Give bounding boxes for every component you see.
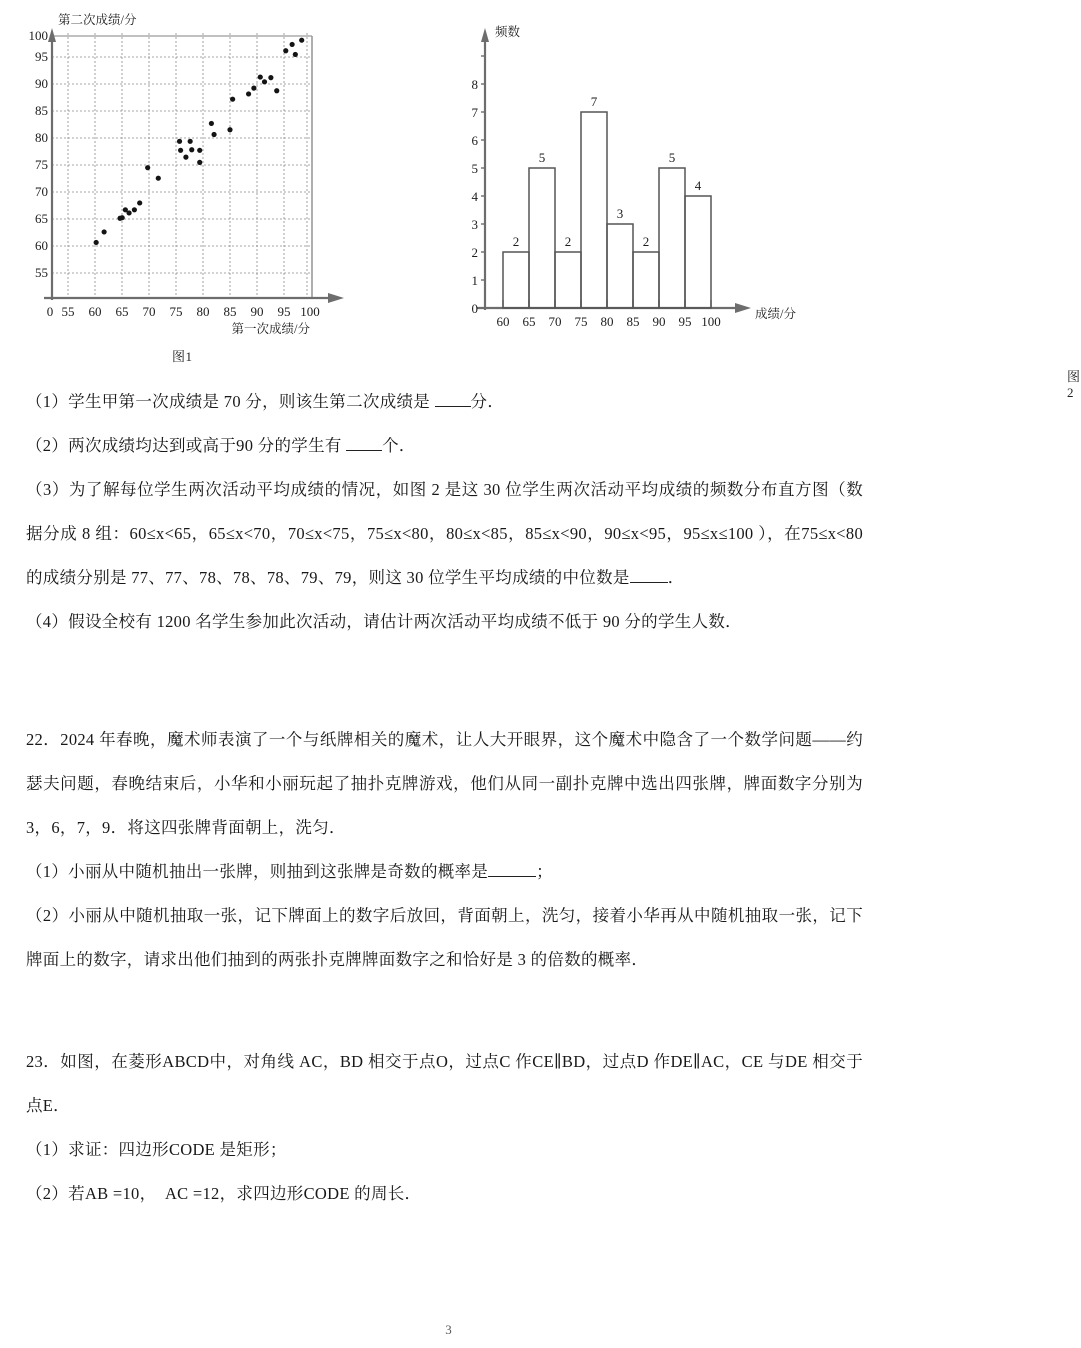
figures-row: [0, 0, 1081, 400]
q22-1-text-a: （1）小丽从中随机抽出一张牌，则抽到这张牌是奇数的概率是: [26, 862, 489, 881]
histogram-bar: [659, 168, 685, 308]
histogram-x-axis-title: 成绩/分: [755, 307, 796, 321]
question-23-part2: （2）若AB =10， AC =12，求四边形CODE 的周长．: [26, 1184, 422, 1203]
figure1-caption: 图1: [172, 349, 193, 364]
question-23-part1: （1）求证：四边形CODE 是矩形；: [26, 1140, 287, 1159]
svg-text:8: 8: [471, 77, 478, 92]
svg-text:7: 7: [471, 105, 478, 120]
scatter-point: [189, 147, 194, 152]
q21-1-text-a: （1）学生甲第一次成绩是 70 分，则该生第二次成绩是: [26, 392, 435, 411]
scatter-x-ticklabels: [47, 304, 320, 319]
histogram-bar-value-label: 4: [694, 178, 702, 193]
q21-3-text-b: ．: [667, 568, 685, 587]
scatter-point: [197, 160, 202, 165]
q21-1-text-b: 分．: [470, 392, 505, 411]
scatter-point: [283, 48, 288, 53]
histogram-svg: [455, 18, 815, 348]
svg-text:100: 100: [300, 304, 320, 319]
histogram-x-tick-label: 80: [600, 314, 614, 329]
scatter-point: [211, 132, 216, 137]
scatter-plot-svg: [22, 8, 352, 338]
histogram-x-tick-label: 90: [652, 314, 666, 329]
svg-text:3: 3: [471, 217, 478, 232]
q21-2-text-a: （2）两次成绩均达到或高于90 分的学生有: [26, 436, 347, 455]
histogram-figure: [455, 18, 1081, 400]
svg-text:55: 55: [35, 265, 48, 280]
question-21-part3: [0, 468, 897, 600]
scatter-point: [183, 155, 188, 160]
scatter-point: [209, 121, 214, 126]
scatter-frame: [52, 36, 312, 298]
q21-2-text-b: 个．: [382, 436, 416, 455]
q22-1-answer-blank[interactable]: [488, 876, 536, 877]
histogram-bar: [633, 252, 659, 308]
svg-text:60: 60: [35, 238, 48, 253]
scatter-point: [120, 215, 125, 220]
histogram-x-tick-label: 100: [701, 314, 721, 329]
scatter-point: [262, 79, 267, 84]
histogram-bar-value-label: 5: [668, 150, 676, 165]
histogram-x-tick-label: 60: [496, 314, 510, 329]
scatter-point: [274, 88, 279, 93]
scatter-point: [126, 210, 131, 215]
question-22-part2: （2）小丽从中随机抽取一张，记下牌面上的数字后放回，背面朝上，洗匀，接着小华再从中随机抽取一张，记下牌面上的数字，请求出他们抽到的两张扑克牌牌面数字之和恰好是 3 的倍数的概率．: [26, 906, 863, 969]
histogram-y-axis-title: 频数: [495, 25, 521, 39]
scatter-point: [246, 91, 251, 96]
scatter-point: [197, 148, 202, 153]
svg-text:5: 5: [471, 161, 478, 176]
q21-3-answer-blank[interactable]: [630, 582, 668, 583]
svg-text:65: 65: [115, 304, 129, 319]
histogram-bar-value-label: 3: [616, 206, 624, 221]
svg-text:55: 55: [61, 304, 75, 319]
scatter-point: [178, 148, 183, 153]
histogram-x-tick-label: 95: [678, 314, 692, 329]
histogram-origin-label: 0: [471, 301, 478, 316]
scatter-point: [299, 38, 304, 43]
scatter-point: [268, 75, 273, 80]
q21-3-text-a: （3）为了解每位学生两次活动平均成绩的情况，如图 2 是这 30 位学生两次活动平均成绩的频数分布直方图（数据分成 8 组：60≤x<65，65≤x<70，70≤x<75，75≤x<80，80≤x<85，85≤x<90，90≤x<95，95≤x≤100 ），在75≤x<80的成绩分别是 77、77、78、78、78、79、79，则这 30 位学生平均成绩的中位数是: [26, 480, 863, 587]
scatter-gridlines: [52, 33, 312, 298]
scatter-y-ticklabels: [29, 28, 49, 280]
question-body: [0, 380, 897, 1216]
histogram-bars: [503, 94, 711, 308]
scatter-plot-figure: [22, 8, 352, 378]
scatter-point: [177, 139, 182, 144]
svg-text:85: 85: [223, 304, 237, 319]
scatter-point: [94, 240, 99, 245]
svg-text:65: 65: [35, 211, 48, 226]
svg-text:4: 4: [471, 189, 478, 204]
section-gap-2: [0, 982, 897, 1040]
scatter-x-axis-title: 第一次成绩/分: [231, 322, 310, 336]
histogram-x-tick-label: 70: [548, 314, 562, 329]
histogram-bar-value-label: 2: [512, 234, 520, 249]
question-21-part1: [0, 380, 897, 424]
svg-text:100: 100: [28, 28, 48, 43]
section-gap-1: [0, 644, 897, 718]
histogram-bar: [581, 112, 607, 308]
scatter-point: [132, 207, 137, 212]
scatter-point: [156, 176, 161, 181]
histogram-x-tick-label: 75: [574, 314, 588, 329]
scatter-point: [258, 74, 263, 79]
histogram-x-ticklabels: [497, 314, 721, 329]
scatter-point: [227, 127, 232, 132]
scatter-origin-label: 0: [46, 304, 54, 319]
question-22-part1: [0, 850, 897, 894]
scatter-point: [251, 86, 256, 91]
svg-text:60: 60: [88, 304, 102, 319]
svg-text:75: 75: [169, 304, 183, 319]
figure2-caption: 图2: [1067, 369, 1081, 400]
svg-text:75: 75: [35, 157, 48, 172]
page-number: 3: [445, 1322, 452, 1337]
scatter-y-axis-title: 第二次成绩/分: [58, 13, 137, 27]
svg-text:80: 80: [196, 304, 210, 319]
svg-text:95: 95: [35, 49, 48, 64]
question-21-part2: [0, 424, 897, 468]
svg-text:90: 90: [250, 304, 264, 319]
histogram-bar: [607, 224, 633, 308]
histogram-bar-value-label: 5: [538, 150, 546, 165]
histogram-axes: [477, 28, 751, 313]
question-22-stem: 22．2024 年春晚，魔术师表演了一个与纸牌相关的魔术，让人大开眼界，这个魔术中隐含了一个数学问题——约瑟夫问题，春晚结束后，小华和小丽玩起了抽扑克牌游戏，他们从同一副扑克牌中选出四张牌，牌面数字分别为 3，6，7，9．将这四张牌背面朝上，洗匀．: [26, 730, 868, 837]
question-23-stem: 23．如图，在菱形ABCD中，对角线 AC，BD 相交于点O，过点C 作CE∥BD，过点D 作DE∥AC，CE 与DE 相交于点E．: [26, 1052, 863, 1115]
scatter-point: [137, 200, 142, 205]
scatter-data-points: [94, 38, 305, 245]
svg-text:2: 2: [471, 245, 478, 260]
question-21-part4: （4）假设全校有 1200 名学生参加此次活动，请估计两次活动平均成绩不低于 90 分的学生人数．: [26, 612, 742, 631]
q21-1-answer-blank[interactable]: [435, 406, 471, 407]
scatter-point: [293, 52, 298, 57]
svg-text:1: 1: [471, 273, 478, 288]
histogram-bar-value-label: 7: [590, 94, 598, 109]
svg-text:90: 90: [35, 76, 48, 91]
svg-text:80: 80: [35, 130, 48, 145]
q21-2-answer-blank[interactable]: [346, 450, 382, 451]
histogram-bar-value-label: 2: [564, 234, 572, 249]
histogram-bar: [555, 252, 581, 308]
histogram-x-tick-label: 65: [522, 314, 536, 329]
scatter-point: [102, 229, 107, 234]
scatter-point: [290, 42, 295, 47]
scatter-point: [230, 97, 235, 102]
histogram-y-ticklabels: [472, 77, 479, 316]
histogram-bar: [685, 196, 711, 308]
svg-text:85: 85: [35, 103, 48, 118]
svg-text:70: 70: [142, 304, 156, 319]
svg-text:70: 70: [35, 184, 48, 199]
svg-text:6: 6: [471, 133, 478, 148]
scatter-point: [145, 165, 150, 170]
histogram-bar: [503, 252, 529, 308]
histogram-x-tick-label: 85: [626, 314, 640, 329]
svg-text:95: 95: [277, 304, 291, 319]
scatter-axes: [44, 28, 344, 303]
scatter-point: [188, 139, 193, 144]
histogram-bar-value-label: 2: [642, 234, 650, 249]
histogram-bar: [529, 168, 555, 308]
q22-1-text-b: ；: [536, 862, 553, 881]
